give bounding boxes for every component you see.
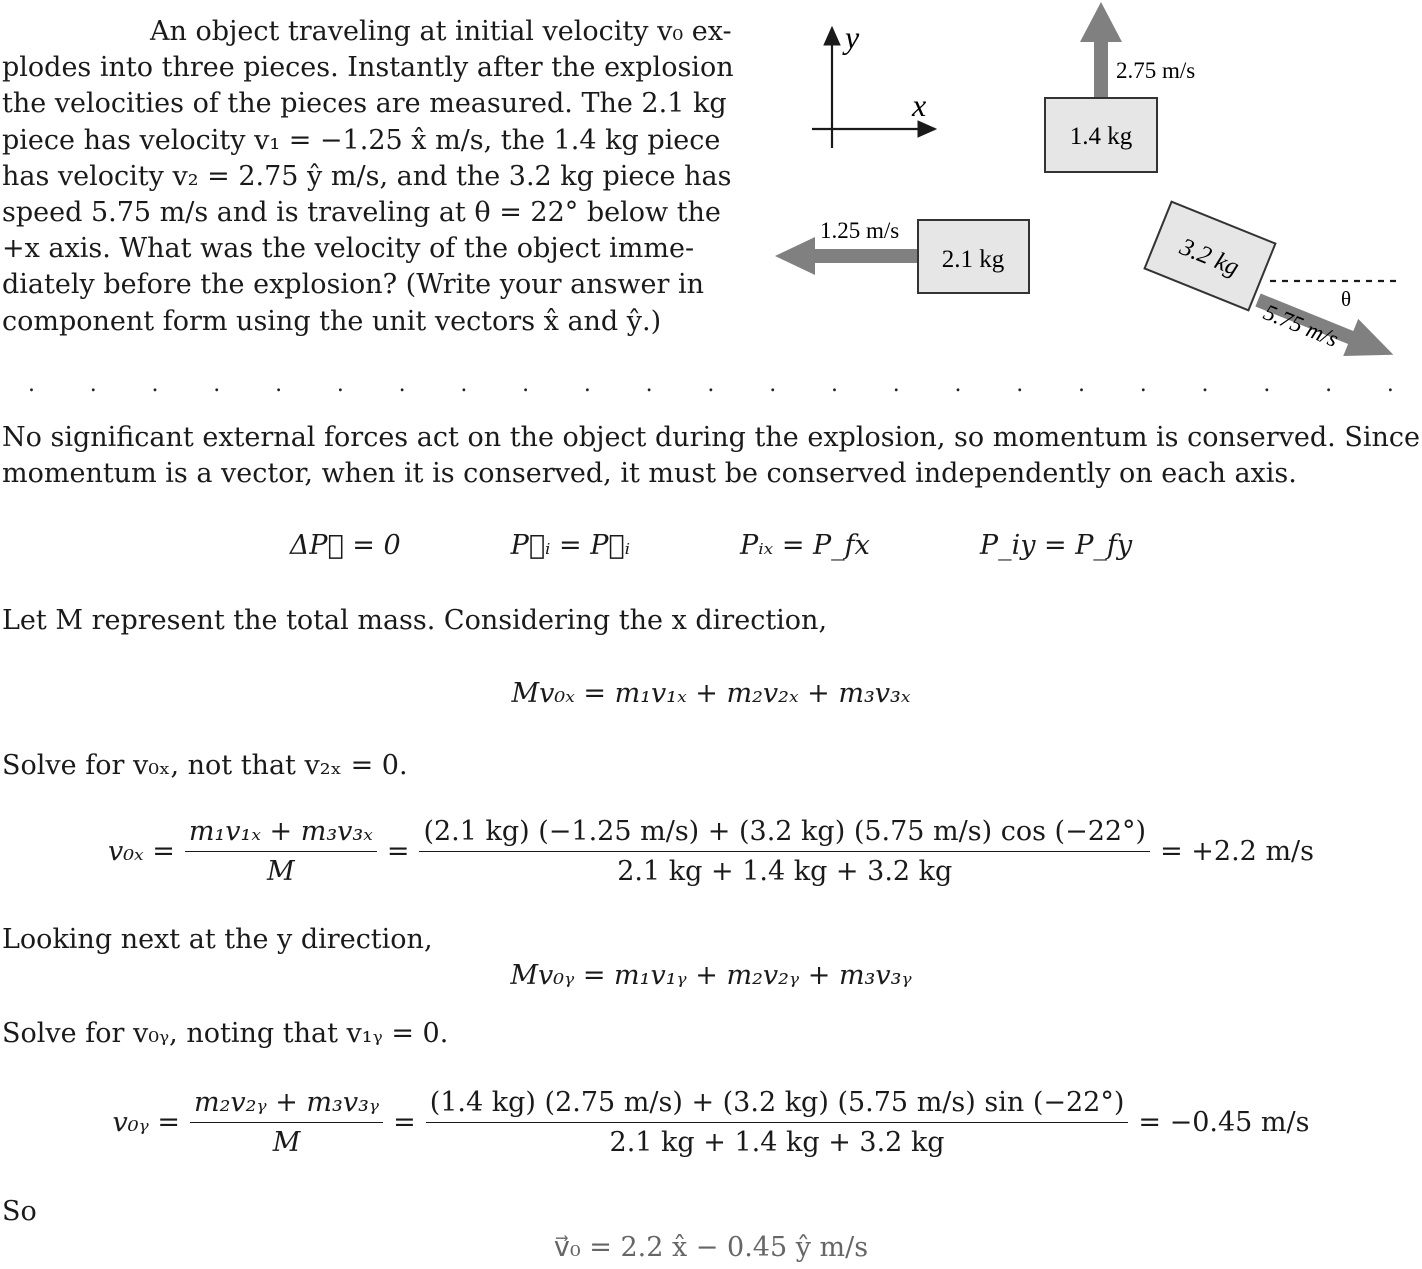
theta-label: θ — [1341, 287, 1352, 311]
fraction-denominator: 2.1 kg + 1.4 kg + 3.2 kg — [609, 1127, 945, 1158]
fraction-numerator: m₂v₂ᵧ + m₃v₃ᵧ — [190, 1087, 383, 1123]
x-lhs: v₀ₓ = — [107, 836, 175, 867]
x-result: = +2.2 m/s — [1160, 836, 1314, 867]
box-3-2kg-label: 3.2 kg — [1176, 233, 1243, 282]
final-answer: v⃗₀ = 2.2 x̂ − 0.45 ŷ m/s — [553, 1232, 869, 1263]
speed-5-75-label: 5.75 m/s — [1260, 299, 1342, 352]
y-symbolic-fraction — [190, 1087, 383, 1158]
up-arrow-icon — [1080, 2, 1122, 98]
conservation-equations — [0, 530, 1422, 561]
fraction-denominator: M — [272, 1127, 301, 1158]
equation: P⃗ᵢ = P⃗ᵢ — [510, 530, 631, 561]
x-solution-equation: v₀ₓ = $\frac{\text{m₁v₁ₓ + m₃v₃ₓ}}{M}$ = $\frac{(2.1 kg) (-1.25 m/s) + (3.2 kg) (5.75 m/s) \cos (-22^\circ)}{2.1 kg + 1.4 kg + 3.2 kg}$ = +2.2 m/s — [107, 816, 1314, 887]
fraction-denominator: 2.1 kg + 1.4 kg + 3.2 kg — [617, 856, 953, 887]
y-numeric-fraction — [426, 1087, 1129, 1158]
y-result: = −0.45 m/s — [1138, 1107, 1310, 1138]
dotted-separator: . . . . . . . . . . . . . . . . . . . . . . . — [28, 372, 1394, 397]
so-text: So — [2, 1196, 37, 1227]
mass-1-4kg — [1045, 2, 1195, 172]
y-lhs: v₀ᵧ = — [112, 1107, 180, 1138]
problem-line: +x axis. What was the velocity of the object imme- — [2, 233, 695, 265]
speed-2-75-label: 2.75 m/s — [1116, 58, 1196, 83]
x-axis-label: x — [912, 87, 927, 123]
equation: P_iy = P_fy — [979, 530, 1133, 561]
x-symbolic-fraction — [185, 816, 377, 887]
y-solve-text: Solve for v₀ᵧ, noting that v₁ᵧ = 0. — [2, 1018, 449, 1049]
box-2-1kg-label: 2.1 kg — [941, 246, 1005, 273]
fraction-numerator: m₁v₁ₓ + m₃v₃ₓ — [185, 816, 377, 852]
y-direction-intro: Looking next at the y direction, — [2, 924, 433, 955]
mass-3-2kg — [1145, 202, 1401, 360]
x-momentum-equation: Mv₀ₓ = m₁v₁ₓ + m₂v₂ₓ + m₃v₃ₓ — [511, 678, 911, 709]
problem-line: piece has velocity v₁ = −1.25 x̂ m/s, the 1.4 kg piece — [2, 124, 721, 156]
fraction-denominator: M — [267, 856, 295, 887]
explosion-diagram — [760, 0, 1422, 360]
x-solve-text: Solve for v₀ₓ, not that v₂ₓ = 0. — [2, 750, 408, 781]
x-numeric-fraction — [419, 816, 1150, 887]
problem-line: diately before the explosion? (Write your answer in — [2, 269, 705, 301]
y-solution-equation: v₀ᵧ = $\frac{\text{m₂v₂ᵧ + m₃v₃ᵧ}}{M}$ = $\frac{(1.4 kg) (2.75 m/s) + (3.2 kg) (5.75 m/s) \sin (-22^\circ)}{2.1 kg + 1.4 kg + 3.2 kg}$ = −0.45 m/s — [112, 1087, 1310, 1158]
speed-1-25-label: 1.25 m/s — [820, 218, 900, 243]
y-momentum-equation: Mv₀ᵧ = m₁v₁ᵧ + m₂v₂ᵧ + m₃v₃ᵧ — [510, 960, 912, 991]
problem-line: component form using the unit vectors x̂ and ŷ.) — [2, 305, 662, 337]
problem-line: has velocity v₂ = 2.75 ŷ m/s, and the 3.2 kg piece has — [2, 160, 732, 192]
equation: Pᵢₓ = P_fx — [740, 530, 870, 561]
problem-line: the velocities of the pieces are measured. The 2.1 kg — [2, 88, 727, 120]
problem-line: An object traveling at initial velocity v₀ ex- — [150, 16, 732, 47]
coordinate-axes — [812, 19, 935, 148]
problem-statement — [2, 14, 734, 340]
problem-line: speed 5.75 m/s and is traveling at θ = 22° below the — [2, 197, 721, 229]
x-direction-intro: Let M represent the total mass. Considering the x direction, — [2, 605, 828, 636]
problem-line: plodes into three pieces. Instantly after the explosion — [2, 52, 734, 84]
mass-2-1kg — [775, 218, 1029, 293]
solution-intro: No significant external forces act on the object during the explosion, so momentum is conserved. Since momentum is a vector, when it is conserved, it must be conserved independently on each axis. — [2, 422, 1420, 489]
fraction-numerator: (1.4 kg) (2.75 m/s) + (3.2 kg) (5.75 m/s) sin (−22°) — [426, 1087, 1129, 1123]
fraction-numerator: (2.1 kg) (−1.25 m/s) + (3.2 kg) (5.75 m/s) cos (−22°) — [419, 816, 1150, 852]
equation: ΔP⃗ = 0 — [289, 530, 401, 561]
box-1-4kg-label: 1.4 kg — [1069, 123, 1133, 150]
y-axis-label: y — [845, 19, 860, 55]
